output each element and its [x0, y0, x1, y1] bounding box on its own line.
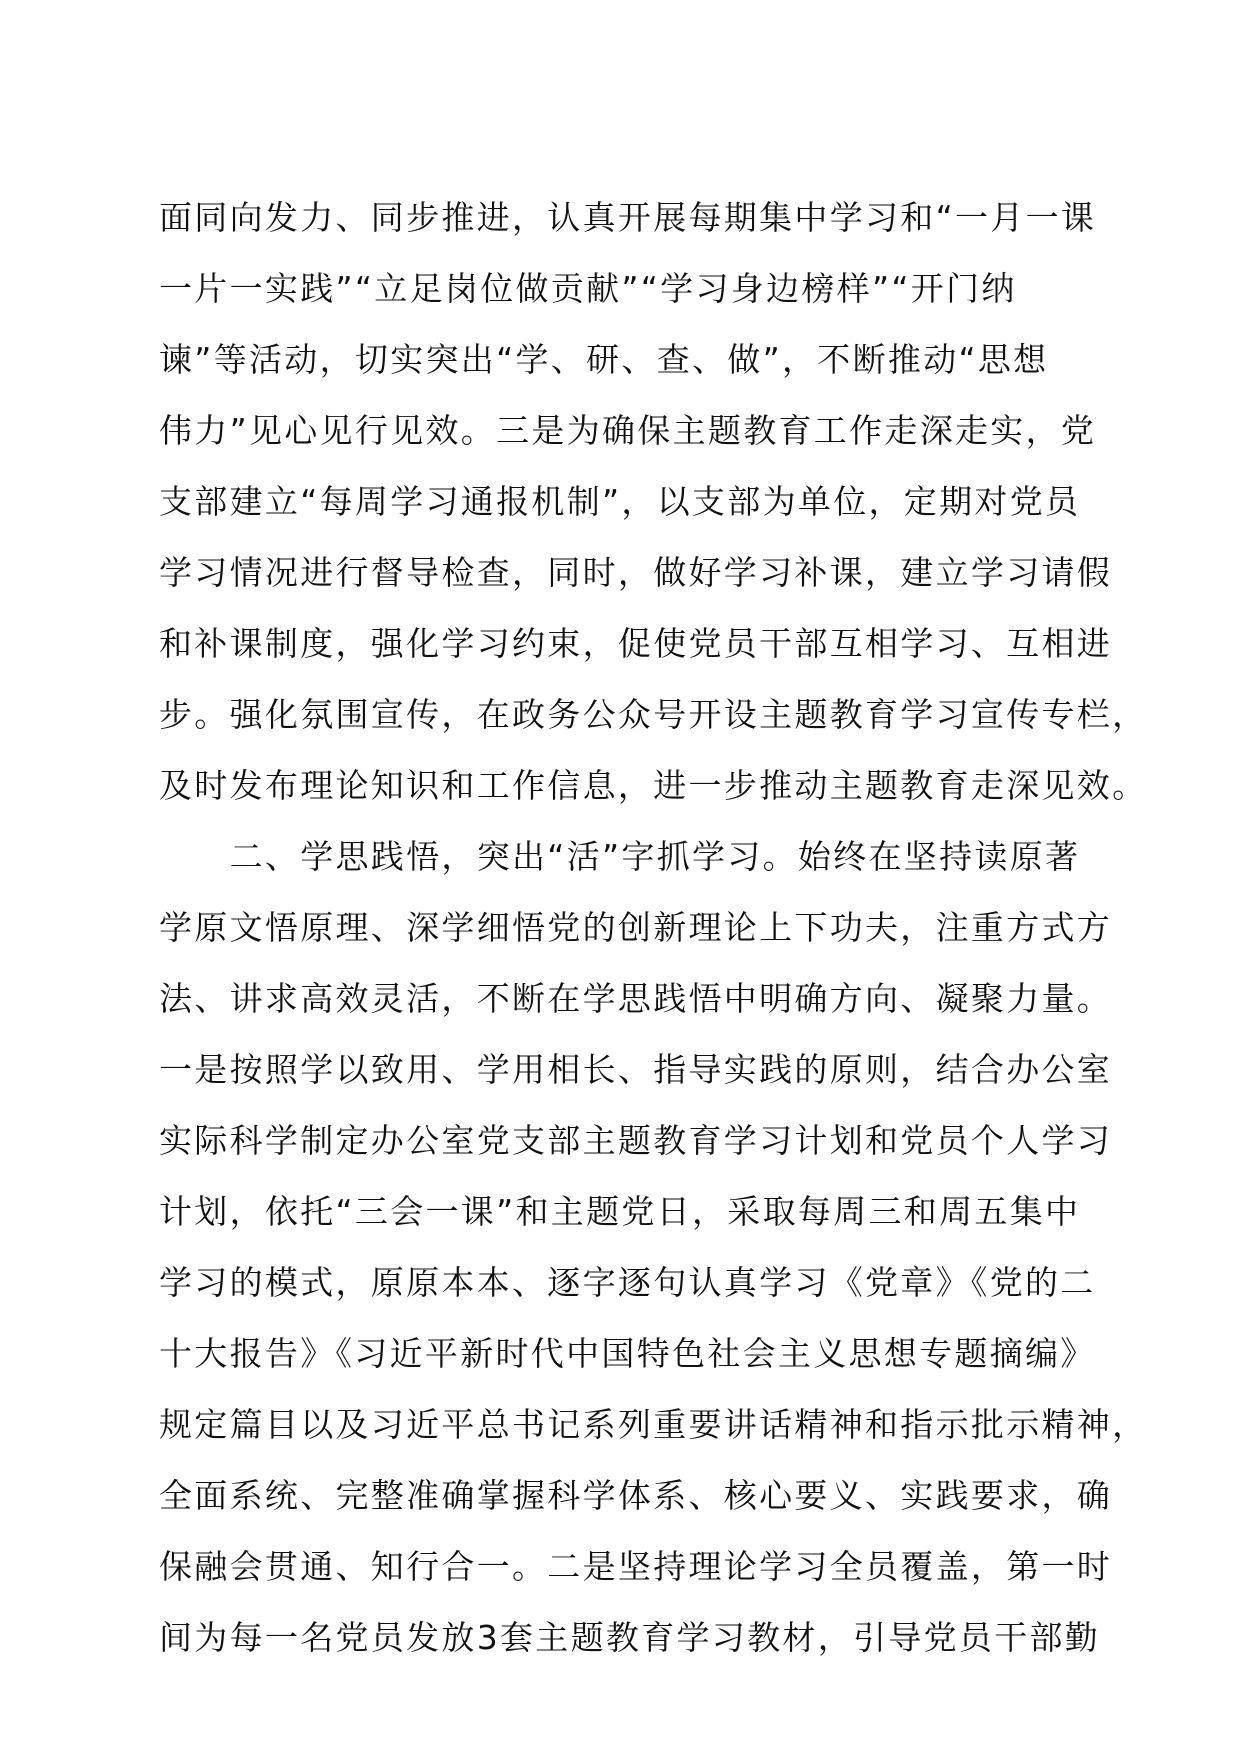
text-line: 一是按照学以致用、学用相长、指导实践的原则，结合办公室 [159, 1050, 1113, 1089]
text-line: 支部建立“每周学习通报机制”，以支部为单位，定期对党员 [159, 482, 1081, 521]
text-line: 间为每一名党员发放3套主题教育学习教材，引导党员干部勤 [159, 1618, 1101, 1657]
section-heading-line: 二、学思践悟，突出“活”字抓学习。始终在坚持读原著 [159, 837, 1081, 876]
text-line: 学习的模式，原原本本、逐字逐句认真学习《党章》《党的二 [159, 1263, 1096, 1302]
text-line: 伟力”见心见行见效。三是为确保主题教育工作走深走实，党 [159, 411, 1097, 450]
text-line: 实际科学制定办公室党支部主题教育学习计划和党员个人学习 [159, 1121, 1113, 1160]
body-text [159, 182, 1148, 1673]
text-line: 学习情况进行督导检查，同时，做好学习补课，建立学习请假 [159, 553, 1113, 592]
text-line: 规定篇目以及习近平总书记系列重要讲话精神和指示批示精神， [159, 1405, 1148, 1444]
text-line: 计划，依托“三会一课”和主题党日，采取每周三和周五集中 [159, 1192, 1081, 1231]
text-line: 学原文悟原理、深学细悟党的创新理论上下功夫，注重方式方 [159, 908, 1113, 947]
text-line: 保融会贯通、知行合一。二是坚持理论学习全员覆盖，第一时 [159, 1547, 1113, 1586]
text-line: 步。强化氛围宣传，在政务公众号开设主题教育学习宣传专栏， [159, 695, 1148, 734]
text-line: 全面系统、完整准确掌握科学体系、核心要义、实践要求，确 [159, 1476, 1113, 1515]
text-line: 法、讲求高效灵活，不断在学思践悟中明确方向、凝聚力量。 [159, 979, 1113, 1018]
text-line: 和补课制度，强化学习约束，促使党员干部互相学习、互相进 [159, 624, 1113, 663]
text-line: 谏”等活动，切实突出“学、研、查、做”，不断推动“思想 [159, 340, 1049, 379]
text-line: 一片一实践”“立足岗位做贡献”“学习身边榜样”“开门纳 [159, 269, 1017, 308]
text-line: 十大报告》《习近平新时代中国特色社会主义思想专题摘编》 [159, 1334, 1096, 1373]
text-line: 面同向发力、同步推进，认真开展每期集中学习和“一月一课 [159, 198, 1097, 237]
text-line: 及时发布理论知识和工作信息，进一步推动主题教育走深见效。 [159, 766, 1148, 805]
